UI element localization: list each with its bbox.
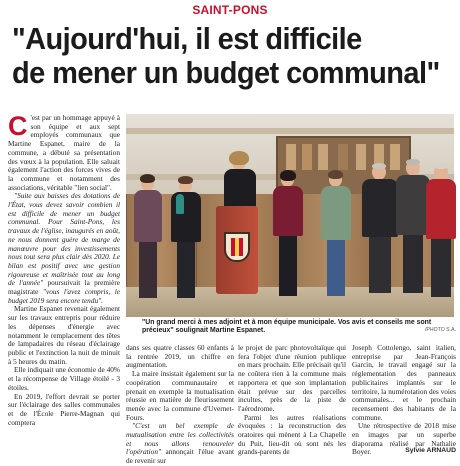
event-photo bbox=[126, 114, 454, 317]
mayor-quote: "Suite aux baisses des dotations de l'État, vous devez savoir combien il est difficile de mener un budget communal. Pour Saint-Pons, les travaux de l'église, inaugurés en août, ne nous donnent guère de marge de manœuvre pour des investissements nous tout sera plus clair dès 2020. Le bilan est positif avec une gestion rigoureuse et maîtrisée tout au long de l'année" bbox=[8, 191, 120, 288]
headline-line-1: "Aujourd'hui, il est difficile bbox=[12, 22, 362, 56]
coat-of-arms-icon bbox=[224, 232, 250, 262]
headline-line-2: de mener un budget communal" bbox=[12, 56, 440, 90]
quote-attribution: poursuivait la première magistrate bbox=[8, 278, 120, 297]
author-signature: Sylvie ARNAUD bbox=[405, 447, 456, 454]
mayor-quote-2: "vous l'avez compris, le budget 2019 sera encore tendu". bbox=[8, 287, 121, 305]
intro-paragraph bbox=[8, 111, 120, 192]
school-count-paragraph: dans ses quatre classes 60 enfants à la rentrée 2019, un chiffre en augmentation. bbox=[126, 343, 234, 370]
energy-paragraph: Martine Espanet revenait également sur les travaux entrepris pour réduire les dépenses d'énergie avec notamment le remplacement des têtes de lampadaires du réseau d'éclairage public et l'extinction la nuit de minuit à 5 heures du matin. bbox=[8, 304, 120, 366]
mutualisation-quote: "C'est un bel exemple de mutualisation entre les collectivités et nous allons renouveler l'opération" bbox=[126, 421, 234, 457]
article-column-2 bbox=[126, 343, 234, 466]
article-column-3 bbox=[238, 344, 346, 456]
quote-paragraph bbox=[8, 192, 120, 305]
projects-paragraph: Joseph Cottolengo, saint italien, entreprise par Jean-François Garcin, le travail engagé sur la réglementation des panneaux publicitaires implantés sur le territoire, la numérotation des voies communales... et le prochain recensement des habitants de la commune. bbox=[352, 343, 456, 422]
retrospective-paragraph: Une rétrospective de 2018 mise en images par un superbe diaporama réalisé par Nathalie Boyer. bbox=[352, 421, 456, 457]
intro-text: 'est par un hommage appuyé à son équipe et aux sept employés communaux que Martine Espanet, maire de la commune, a débuté sa présentation des vœux à la population. Elle saluait également l'action des forces vives de la commune et notamment des associations, véritable "lien social". bbox=[8, 113, 120, 192]
photo-credit: /PHOTO S.A. bbox=[424, 327, 456, 333]
mutualisation-paragraph bbox=[126, 422, 234, 466]
article-column-1 bbox=[8, 111, 121, 454]
drop-cap: C bbox=[8, 111, 28, 141]
school-paragraph: En 2019, l'effort devrait se porter sur l'éclairage des salles communales et de l'École Pierre-Magnan qui comptera bbox=[8, 391, 120, 427]
headline bbox=[12, 22, 440, 90]
savings-paragraph: Elle indiquait une économie de 40% et la récompense de Village étoilé - 3 étoiles. bbox=[8, 365, 120, 392]
cooperation-paragraph: La maire insistait également sur la coopération communautaire et prenait en exemple la mutualisation réussie en matière de fleurissement menée avec la commune d'Uvernet-Fours. bbox=[126, 369, 234, 422]
photo-beam bbox=[126, 128, 454, 134]
section-label: SAINT-PONS bbox=[192, 3, 268, 17]
achievements-paragraph: Parmi les autres réalisations évoquées : la reconstruction des oratoires qui mènent à La Chapelle du Puit, lieu-dit où sont nés les grands-parents de bbox=[238, 412, 346, 457]
photovoltaic-paragraph: le projet de parc photovoltaïque qui fera l'objet d'une réunion publique en mars prochain. Elle précisait qu'il ne coûtera rien à la commune mais rapportera et que son implantation était prévue sur des parcelles incultes, près de la piste de l'aérodrome. bbox=[238, 343, 346, 413]
photo-caption: "Un grand merci à mes adjoint et à mon équipe municipale. Vos avis et conseils me sont précieux" soulignait Martine Espanet. bbox=[142, 319, 432, 335]
mutualisation-attribution: annonçait l'élue avant de revenir sur bbox=[126, 447, 234, 466]
